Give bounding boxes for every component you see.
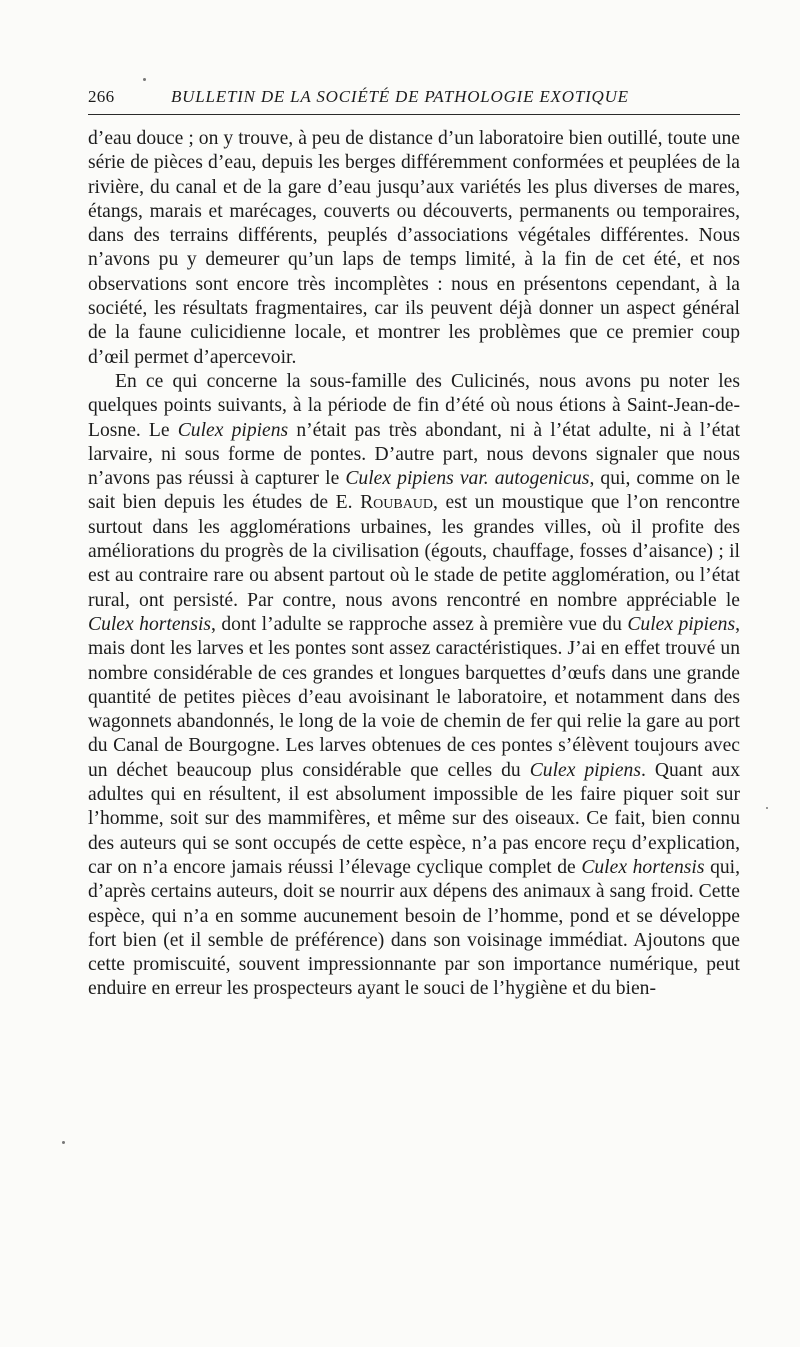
species-name: Culex pipiens	[627, 613, 736, 635]
species-name: Culex pipiens	[177, 419, 289, 441]
text-run: , dont l’adulte se rapproche assez à première vue du	[211, 613, 628, 635]
paragraph-2	[88, 370, 740, 1002]
text-run: , mais dont les larves et les pontes sont assez caractéristiques. J’ai en effet trouvé un nombre considérable de ces grandes et longues barquettes d’œufs dans une grande quantité de petites pièces d’eau avoisinant le laboratoire, et notamment dans des wagonnets abandonnés, le long de la voie de chemin de fer qui relie la gare au port du Canal de Bourgogne. Les larves obtenues de ces pontes s’élèvent toujours avec un déchet beaucoup plus considérable que celles du	[88, 613, 740, 781]
species-name: Culex hortensis	[581, 856, 705, 878]
species-name: Culex pipiens	[529, 759, 641, 781]
print-speck	[766, 807, 768, 809]
running-header	[88, 87, 740, 113]
species-name: Culex pipiens var. autogenicus	[345, 468, 590, 490]
author-name: Roubaud	[360, 492, 434, 514]
running-title: BULLETIN DE LA SOCIÉTÉ DE PATHOLOGIE EXOTIQUE	[171, 87, 629, 106]
page-number: 266	[88, 87, 115, 106]
paragraph-1: d’eau douce ; on y trouve, à peu de distance d’un laboratoire bien outillé, toute une série de pièces d’eau, depuis les berges différemment conformées et peuplées de la rivière, du canal et de la gare d’eau jusqu’aux variétés les plus diverses de mares, étangs, marais et marécages, couverts ou découverts, permanents ou temporaires, dans des terrains différents, peuplés d’associations végétales différentes. Nous n’avons pu y demeurer qu’un laps de temps limité, à la fin de cet été, et nos observations sont encore très incomplètes : nous en présentons cependant, à la société, les résultats fragmentaires, car ils peuvent déjà donner un aspect général de la faune culicidienne locale, et montrer les problèmes que ce premier coup d’œil permet d’apercevoir.	[88, 128, 740, 368]
header-rule	[88, 114, 740, 115]
text-run: En ce qui concerne la sous-famille des Culicinés, nous avons pu noter les quelques points suivants, à la période de fin d’été où nous étions à Saint-Jean-de-Losne. Le	[88, 370, 740, 441]
text-run: , qui, comme on le sait bien depuis les études de E.	[88, 468, 740, 514]
species-name: Culex hortensis	[88, 613, 212, 635]
text-run: , est un moustique que l’on rencontre surtout dans les agglomérations urbaines, les grandes villes, où il profite des améliorations du progrès de la civilisation (égouts, chauffage, fosses d’aisance) ; il est au contraire rare ou absent partout où le stade de petite agglomération, ou l’état rural, ont persisté. Par contre, nous avons rencontré en nombre appréciable le	[88, 492, 740, 611]
print-speck	[62, 1141, 65, 1144]
text-run: n’était pas très abondant, ni à l’état adulte, ni à l’état larvaire, ni sous forme de pontes. D’autre part, nous devons signaler que nous n’avons pas réussi à capturer le	[88, 419, 741, 490]
body-text	[88, 127, 740, 1002]
print-speck	[143, 78, 146, 81]
text-run: qui, d’après certains auteurs, doit se nourrir aux dépens des animaux à sang froid. Cette espèce, qui n’a en somme aucunement besoin de l’homme, pond et se développe fort bien (et il semble de préférence) dans son voisinage immédiat. Ajoutons que cette promiscuité, souvent impressionnante par son importance numérique, peut enduire en erreur les prospecteurs ayant le souci de l’hygiène et du bien-	[88, 856, 740, 1000]
text-run: . Quant aux adultes qui en résultent, il est absolument impossible de les faire piquer soit sur l’homme, soit sur des mammifères, et même sur des oiseaux. Ce fait, bien connu des auteurs qui se sont occupés de cette espèce, n’a pas encore reçu d’explication, car on n’a encore jamais réussi l’élevage cyclique complet de	[88, 759, 740, 878]
